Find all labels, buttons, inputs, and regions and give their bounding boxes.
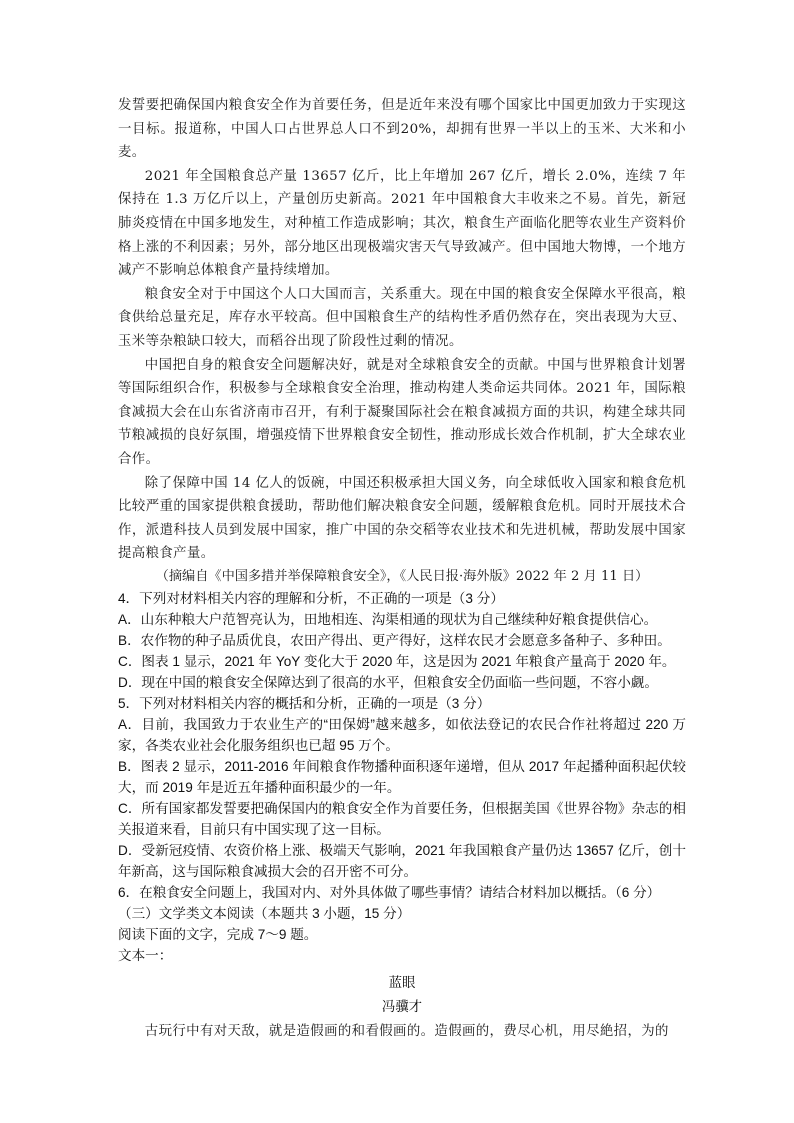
story-first-line: 古玩行中有对天敌，就是造假画的和看假画的。造假画的，费尽心机，用尽絶招，为的 [144, 1023, 669, 1039]
question-4-option-b: B．农作物的种子品质优良，农田产得出、更产得好，这样农民才会愿意多备种子、多种田。 [118, 632, 671, 648]
question-5-option-d: D．受新冠疫情、农资价格上涨、极端天气影响，2021 年我国粮食产量仍达 13657 亿斤，创十年新高，这与国际粮食减损大会的召开密不可分。 [118, 842, 686, 879]
question-4-option-d: D．现在中国的粮食安全保障达到了很高的水平，但粮食安全仍面临一些问题，不容小觑。 [118, 674, 658, 690]
reading-instruction: 阅读下面的文字，完成 7～9 题。 [118, 926, 318, 942]
question-5-stem: 5．下列对材料相关内容的概括和分析，正确的一项是（3 分） [118, 695, 491, 711]
question-5-option-b: B．图表 2 显示，2011-2016 年间粮食作物播种面积逐年递增，但从 2017 年起播种面积起伏较大，而 2019 年是近五年播种面积最少的一年。 [118, 758, 686, 795]
questions-block [118, 588, 686, 966]
article-source: （摘编自《中国多措并举保障粮食安全》，《人民日报·海外版》2022 年 2 月 11 日） [155, 568, 649, 584]
article-paragraph-1: 发誓要把确保国内粮食安全作为首要任务，但是近年来没有哪个国家比中国更加致力于实现这一目标。报道称，中国人口占世界总人口不到20%，却拥有世界一半以上的玉米、大米和小麦。 [118, 98, 686, 161]
story-author: 冯骥才 [381, 999, 423, 1015]
question-4-option-a: A．山东种粮大户范智亮认为，田地相连、沟渠相通的现状为自己继续种好粮食提供信心。 [118, 611, 658, 627]
section-3-heading: （三）文学类文本阅读（本题共 3 小题，15 分） [118, 905, 411, 921]
article-paragraph-4: 中国把自身的粮食安全问题解决好，就是对全球粮食安全的贡献。中国与世界粮食计划署等国际组织合作，积极参与全球粮食安全治理，推动构建人类命运共同体。2021 年，国际粮食减损大会在山东省济南市召开，有利于凝聚国际社会在粮食减损方面的共识，构建全球共同节粮减损的良好氛围，增强疫情下世界粮食安全韧性，推动形成长效合作机制，扩大全球农业合作。 [118, 357, 686, 467]
article-body [118, 94, 686, 566]
text-1-label: 文本一： [118, 947, 173, 963]
question-4-stem: 4．下列对材料相关内容的理解和分析，不正确的一项是（3 分） [118, 590, 504, 606]
article-paragraph-3: 粮食安全对于中国这个人口大国而言，关系重大。现在中国的粮食安全保障水平很高，粮食供给总量充足，库存水平较高。但中国粮食生产的结构性矛盾仍然存在，突出表现为大豆、玉米等杂粮缺口较大，而稻谷出现了阶段性过剩的情况。 [118, 286, 686, 349]
question-4-option-c: C．图表 1 显示，2021 年 YoY 变化大于 2020 年，这是因为 2021 年粮食产量高于 2020 年。 [118, 653, 676, 669]
question-6-stem: 6．在粮食安全问题上，我国对内、对外具体做了哪些事情？请结合材料加以概括。（6 分） [118, 884, 661, 900]
question-5-option-c: C．所有国家都发誓要把确保国内的粮食安全作为首要任务，但根据美国《世界谷物》杂志的相关报道来看，目前只有中国实现了这一目标。 [118, 800, 686, 837]
article-paragraph-5: 除了保障中国 14 亿人的饭碗，中国还积极承担大国义务，向全球低收入国家和粮食危机比较严重的国家提供粮食援助，帮助他们解决粮食安全问题，缓解粮食危机。同时开展技术合作，派遣科技人员到发展中国家，推广中国的杂交稻等农业技术和先进机械，帮助发展中国家提高粮食产量。 [118, 475, 686, 562]
story-body [118, 1020, 686, 1044]
document-content [118, 94, 686, 1043]
story-title: 蓝眼 [388, 975, 416, 991]
article-paragraph-2: 2021 年全国粮食总产量 13657 亿斤，比上年增加 267 亿斤，增长 2.0%，连续 7 年保持在 1.3 万亿斤以上，产量创历史新高。2021 年中国粮食大丰收来之不易。首先，新冠肺炎疫情在中国多地发生，对种植工作造成影响；其次，粮食生产面临化肥等农业生产资料价格上涨的不利因素；另外，部分地区出现极端灾害天气导致减产。但中国地大物博，一个地方减产不影响总体粮食产量持续增加。 [118, 168, 686, 279]
question-5-option-a: A．目前，我国致力于农业生产的“田保姆”越来越多，如依法登记的农民合作社将超过 220 万家，各类农业社会化服务组织也已超 95 万个。 [118, 716, 686, 753]
